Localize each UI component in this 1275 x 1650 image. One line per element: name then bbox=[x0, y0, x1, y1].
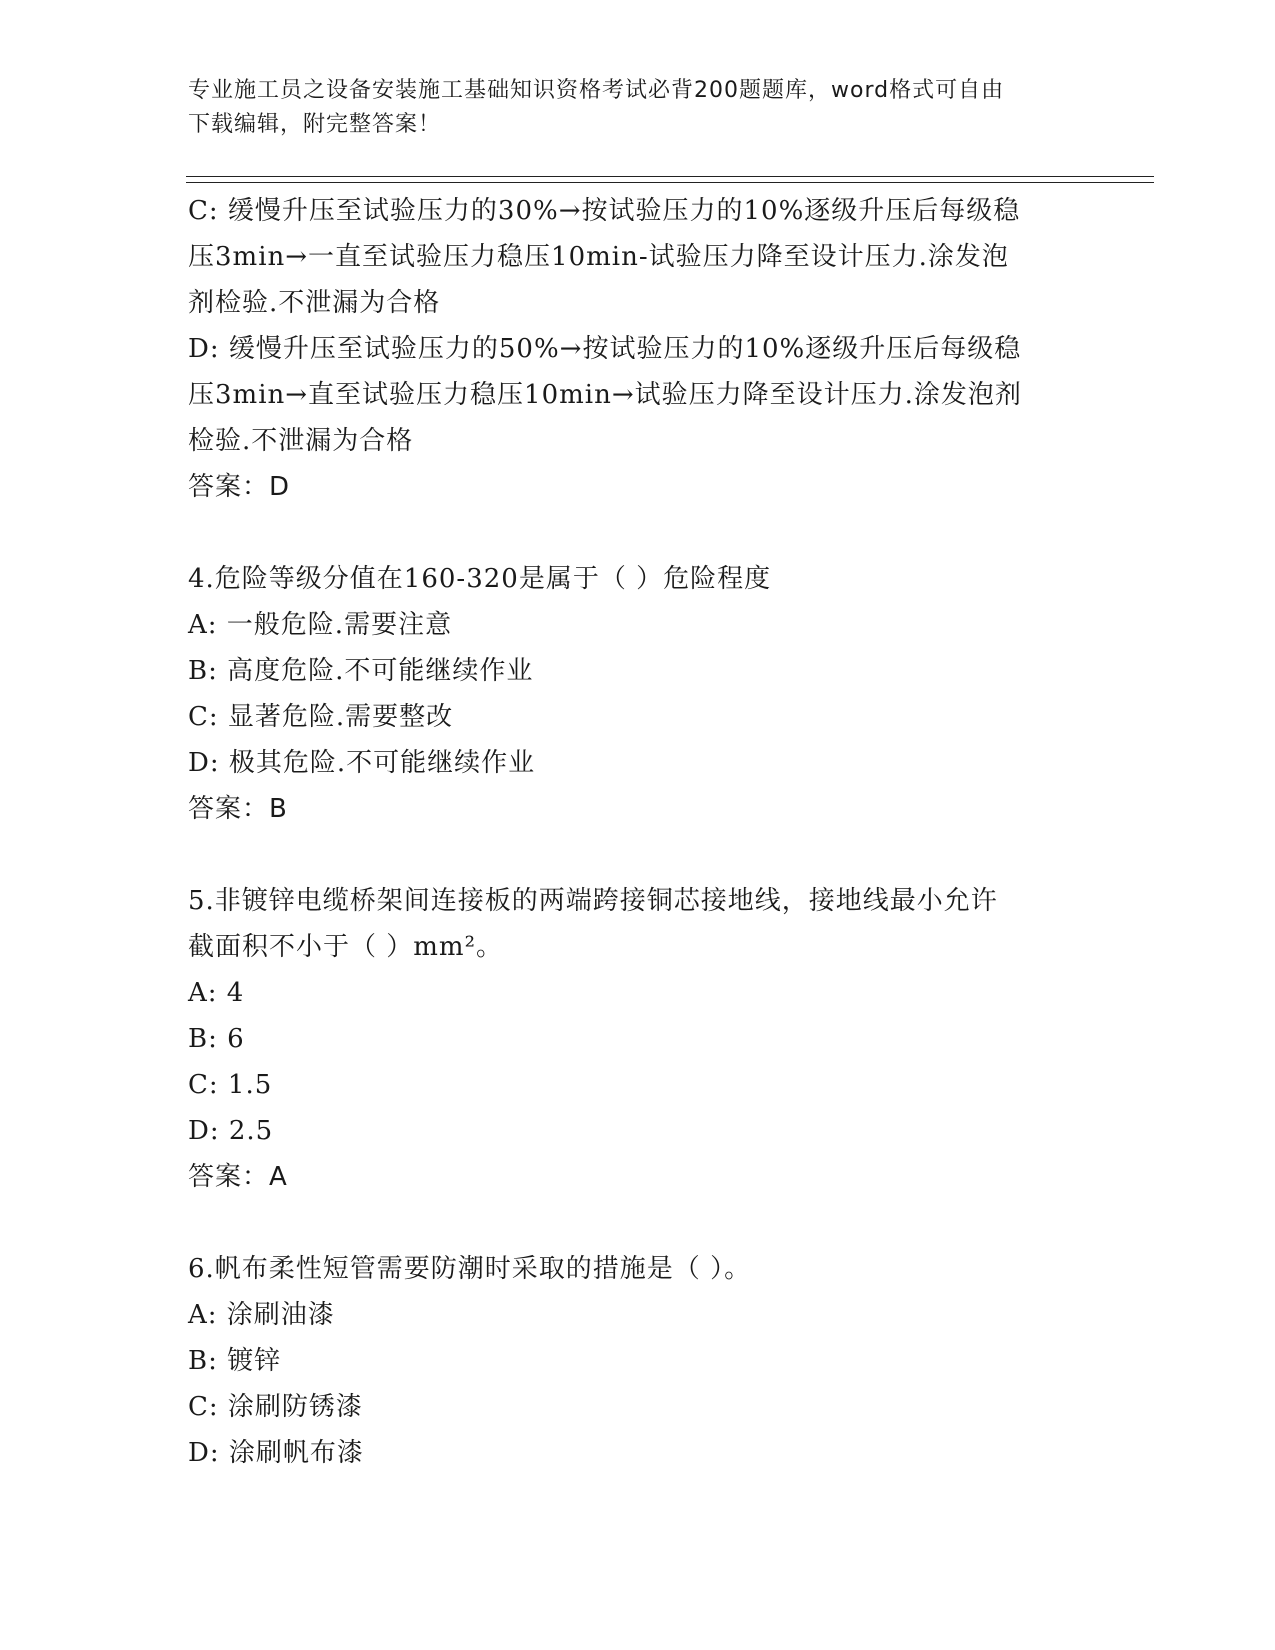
q6-stem: 6.帆布柔性短管需要防潮时采取的措施是（ ）。 bbox=[188, 1254, 752, 1284]
q5-option-a: A: 4 bbox=[188, 978, 245, 1008]
q3-option-c-line-2: 压3min→一直至试验压力稳压10min-试验压力降至设计压力.涂发泡 bbox=[188, 242, 1009, 272]
q4-answer: 答案：B bbox=[188, 794, 288, 824]
q5-option-b: B: 6 bbox=[188, 1024, 245, 1054]
q4-stem: 4.危险等级分值在160-320是属于（ ）危险程度 bbox=[188, 564, 772, 594]
q3-option-c-line-1: C: 缓慢升压至试验压力的30%→按试验压力的10%逐级升压后每级稳 bbox=[188, 196, 1021, 226]
header-divider-bottom bbox=[186, 182, 1154, 183]
header-title-line-1: 专业施工员之设备安装施工基础知识资格考试必背200题题库，word格式可自由 bbox=[188, 78, 1005, 103]
q5-option-d: D: 2.5 bbox=[188, 1116, 274, 1146]
header-title-line-2: 下载编辑，附完整答案！ bbox=[188, 112, 442, 137]
spacer bbox=[188, 1200, 1088, 1246]
question-6 bbox=[188, 1246, 1088, 1476]
q5-stem-line-2: 截面积不小于（ ）mm²。 bbox=[188, 932, 503, 962]
header-divider-top bbox=[186, 176, 1154, 177]
q6-option-c: C: 涂刷防锈漆 bbox=[188, 1392, 363, 1422]
q3-option-d-line-2: 压3min→直至试验压力稳压10min→试验压力降至设计压力.涂发泡剂 bbox=[188, 380, 1022, 410]
q3-option-c-line-3: 剂检验.不泄漏为合格 bbox=[188, 288, 441, 318]
question-5 bbox=[188, 878, 1088, 1200]
q5-answer: 答案：A bbox=[188, 1162, 288, 1192]
q3-option-d-line-3: 检验.不泄漏为合格 bbox=[188, 426, 414, 456]
q5-option-c: C: 1.5 bbox=[188, 1070, 273, 1100]
q4-option-a: A: 一般危险.需要注意 bbox=[188, 610, 453, 640]
q3-option-d-line-1: D: 缓慢升压至试验压力的50%→按试验压力的10%逐级升压后每级稳 bbox=[188, 334, 1022, 364]
q6-option-d: D: 涂刷帆布漆 bbox=[188, 1438, 364, 1468]
spacer bbox=[188, 832, 1088, 878]
q4-option-d: D: 极其危险.不可能继续作业 bbox=[188, 748, 536, 778]
q4-option-b: B: 高度危险.不可能继续作业 bbox=[188, 656, 534, 686]
q4-option-c: C: 显著危险.需要整改 bbox=[188, 702, 454, 732]
page-header bbox=[188, 74, 1088, 142]
q5-stem-line-1: 5.非镀锌电缆桥架间连接板的两端跨接铜芯接地线，接地线最小允许 bbox=[188, 886, 998, 916]
question-3 bbox=[188, 188, 1088, 510]
spacer bbox=[188, 510, 1088, 556]
q3-answer: 答案：D bbox=[188, 472, 291, 502]
question-4 bbox=[188, 556, 1088, 832]
q6-option-b: B: 镀锌 bbox=[188, 1346, 282, 1376]
q6-option-a: A: 涂刷油漆 bbox=[188, 1300, 335, 1330]
question-content bbox=[188, 188, 1088, 1476]
